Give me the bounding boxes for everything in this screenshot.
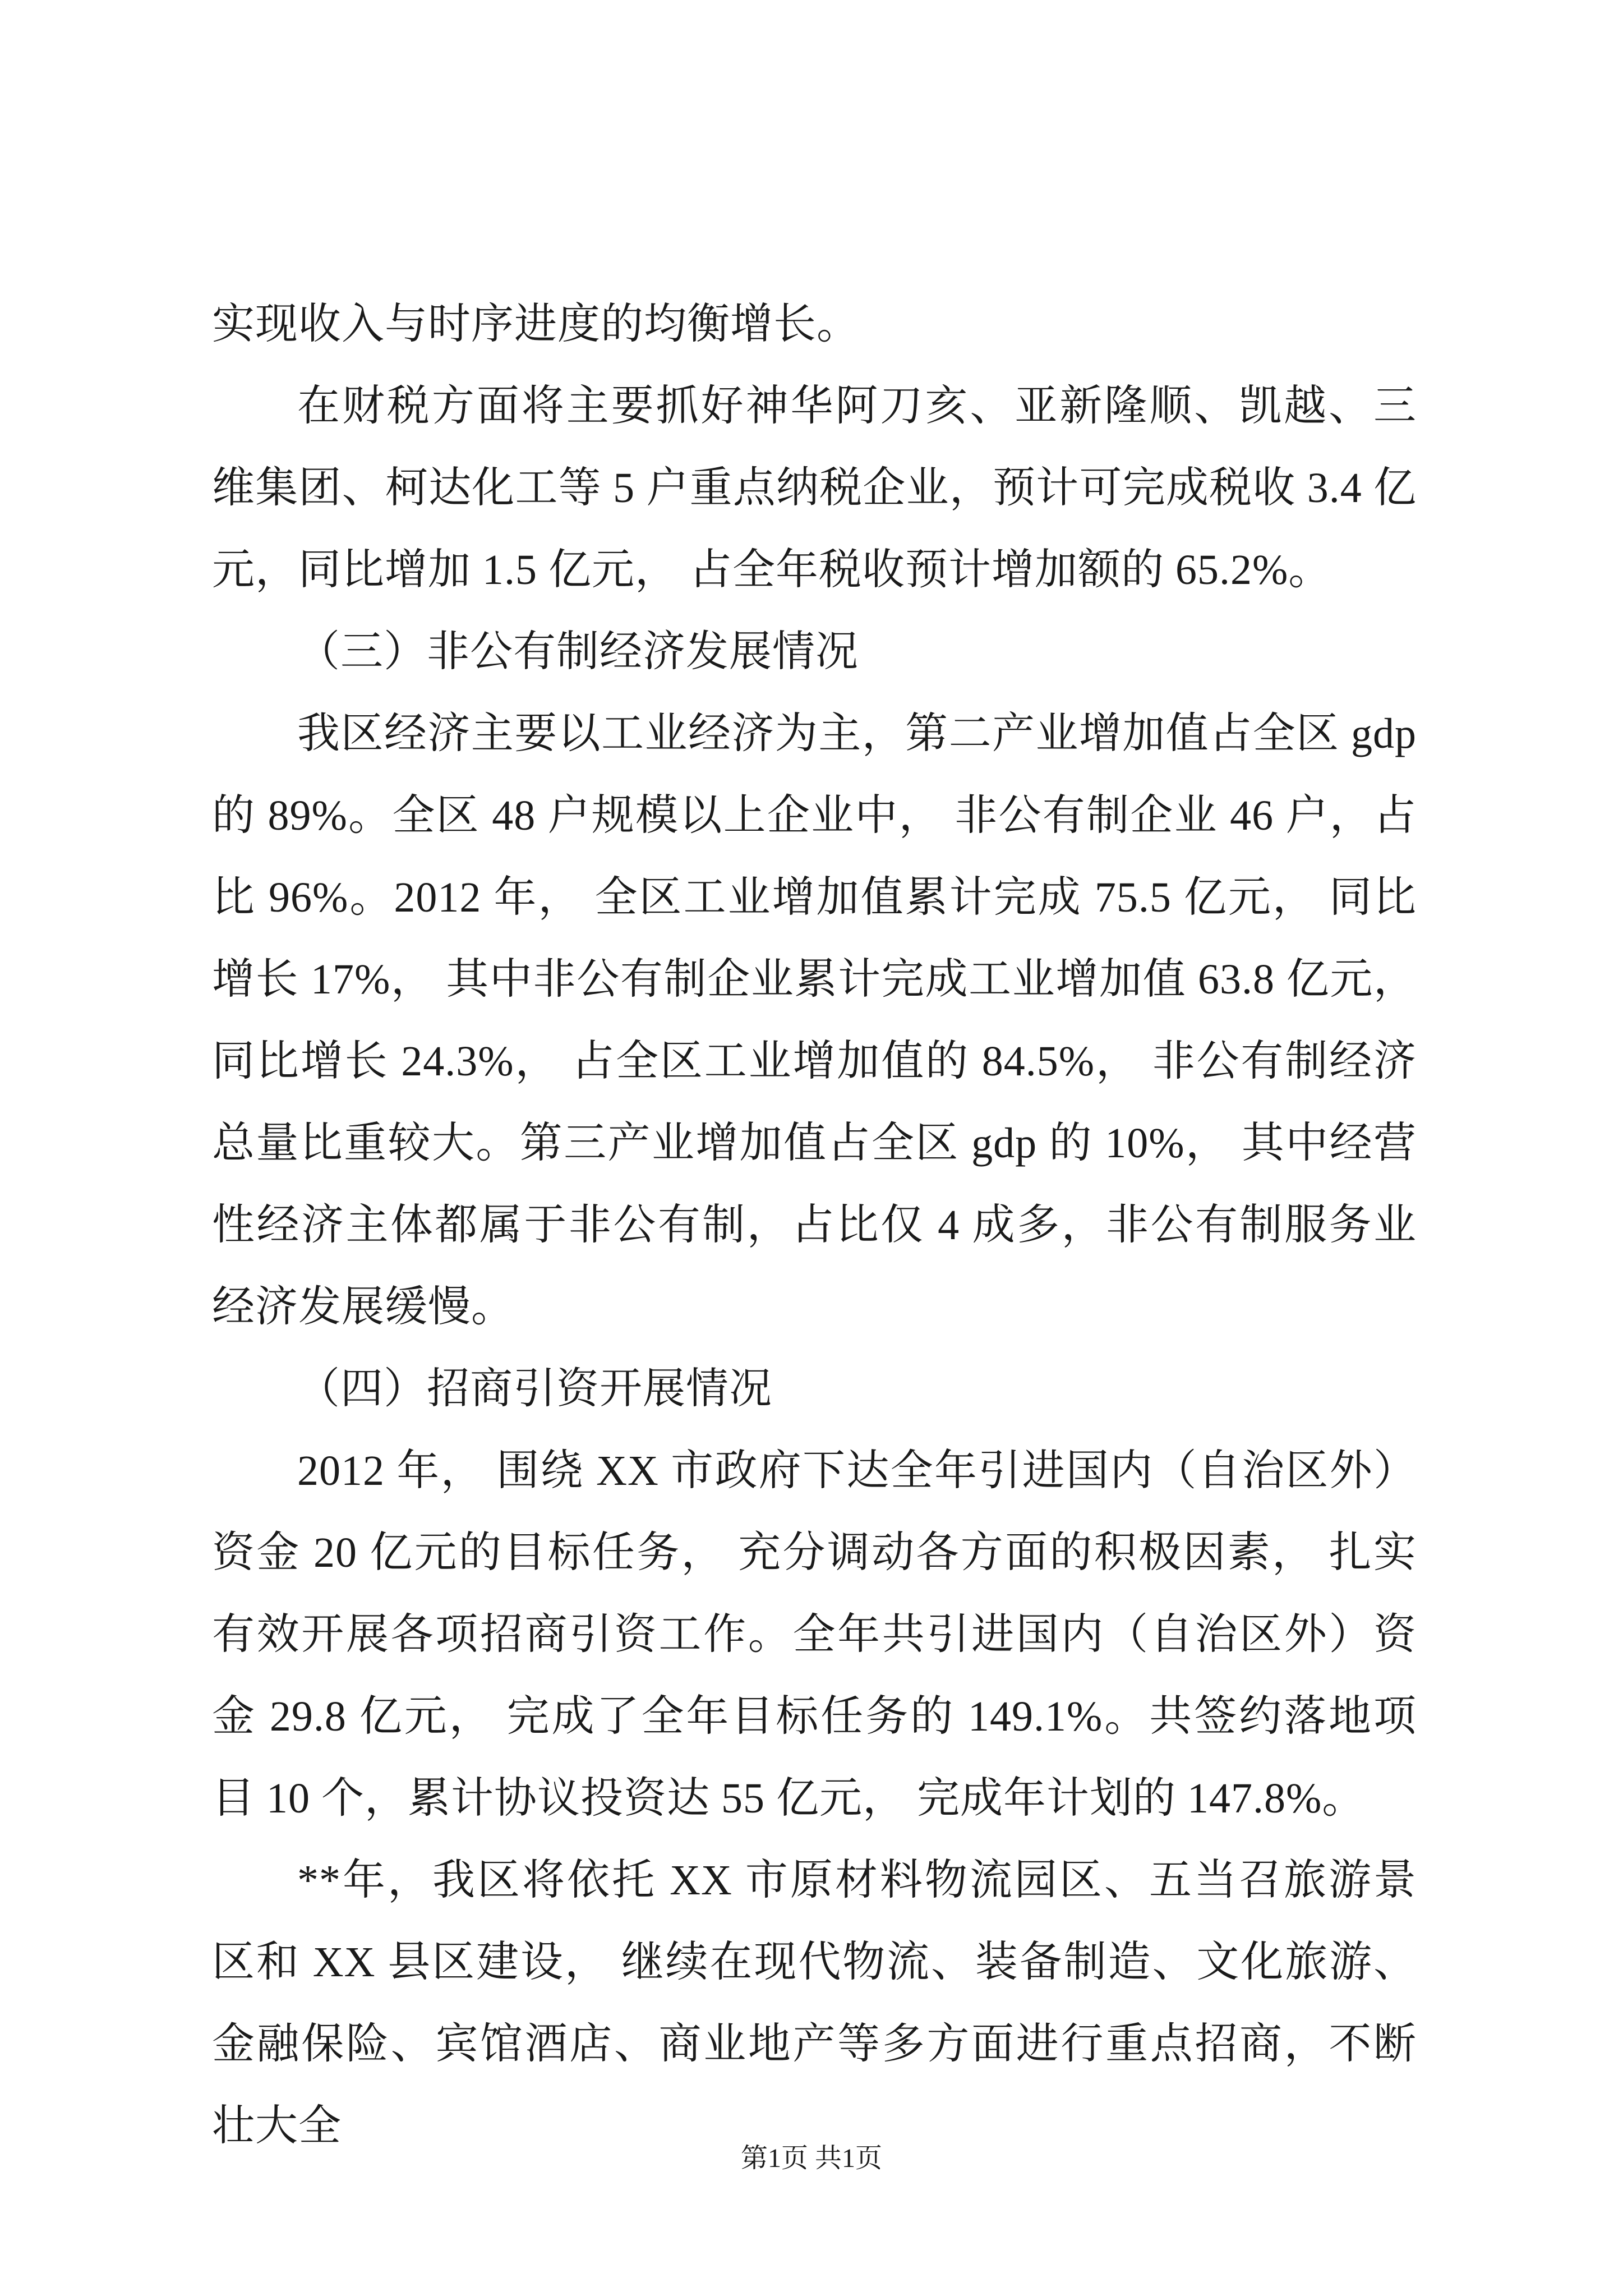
paragraph: **年，我区将依托 XX 市原材料物流园区、五当召旅游景区和 XX 县区建设， 继续在现代物流、装备制造、文化旅游、金融保险、宾馆酒店、商业地产等多方面进行重点招商，不断壮大全 [212, 1857, 1417, 2150]
page-footer: 第1页 共1页 [740, 2143, 882, 2173]
paragraph: 实现收入与时序进度的均衡增长。 [212, 301, 860, 348]
paragraph: 2012 年， 围绕 XX 市政府下达全年引进国内（自治区外）资金 20 亿元的目标任务， 充分调动各方面的积极因素， 扎实有效开展各项招商引资工作。全年共引进国内（自治区外）资金 29.8 亿元， 完成了全年目标任务的 149.1%。共签约落地项目 10 个，累计协议投资达 55 亿元， 完成年计划的 147.8%。 [212, 1447, 1417, 1822]
document-body [212, 283, 1417, 2167]
paragraph: 我区经济主要以工业经济为主，第二产业增加值占全区 gdp 的 89%。全区 48 户规模以上企业中， 非公有制企业 46 户，占比 96%。2012 年， 全区工业增加值累计完成 75.5 亿元， 同比增长 17%， 其中非公有制企业累计完成工业增加值 63.8 亿元，同比增长 24.3%， 占全区工业增加值的 84.5%， 非公有制经济总量比重较大。第三产业增加值占全区 gdp 的 10%， 其中经营性经济主体都属于非公有制，占比仅 4 成多，非公有制服务业经济发展缓慢。 [212, 710, 1417, 1331]
section-heading: （三）非公有制经济发展情况 [297, 628, 859, 675]
paragraph: 在财税方面将主要抓好神华阿刀亥、亚新隆顺、凯越、三维集团、柯达化工等 5 户重点纳税企业，预计可完成税收 3.4 亿元，同比增加 1.5 亿元， 占全年税收预计增加额的 65.2%。 [212, 383, 1417, 593]
section-heading: （四）招商引资开展情况 [297, 1365, 772, 1412]
